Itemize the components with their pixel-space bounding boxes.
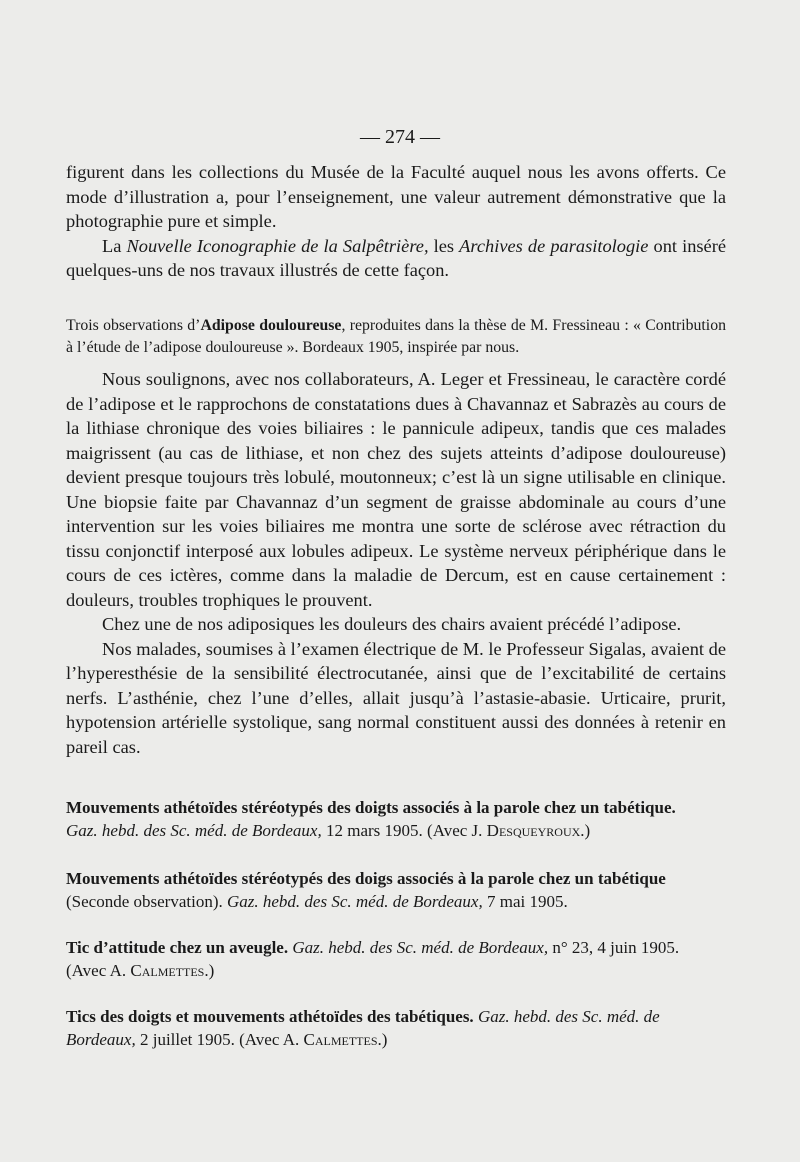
reference-journal: Gaz. hebd. des Sc. méd. de Bordeaux,: [66, 1007, 660, 1049]
reference-title: Tics des doigts et mouvements athétoïdes des tabétiques.: [66, 1007, 474, 1026]
obs-head-suffix: , reproduites dans la thèse de M. Fressineau : « Contribution à l’étude de l’adipose douloureuse ». Bordeaux 1905, inspirée par nous.: [66, 317, 726, 356]
reference-title: Tic d’attitude chez un aveugle.: [66, 938, 289, 957]
obs-paragraph: Nous soulignons, avec nos collaborateurs, A. Leger et Fressineau, le caractère cordé de l’adipose et le rapprochons de constatations dues à Chavannaz et Sabrazès au cours de la lithiase chronique des voies biliaires : le pannicule adipeux, tandis que ces malades maigrissent (au cas de lithiase, et non chez des sujets atteints d’adipose douloureuse) devient presque toujours très lobulé, moutonneux; c’est là un signe utilisable en clinique. Une biopsie faite par Chavannaz d’un segment de graisse abdominale au cours d’une intervention sur les voies biliaires me montra une sorte de sclérose avec rétraction du tissu conjonctif interposé aux lobules adipeux. Le système nerveux périphérique dans le cours de ces ictères, comme dans la maladie de Dercum, est en cause certainement : douleurs, troubles trophiques le prouvent.: [66, 369, 726, 610]
reference-with: (Avec A.: [66, 960, 131, 980]
observation-heading: [66, 315, 726, 359]
reference-entry: [66, 868, 728, 913]
reference-journal: Gaz. hebd. des Sc. méd. de Bordeaux,: [292, 938, 549, 957]
obs-head-prefix: Trois observations d’: [66, 317, 201, 334]
reference-date: 2 juillet 1905. (Avec A.: [135, 1029, 304, 1049]
reference-citation: [66, 891, 728, 914]
reference-entry: [66, 797, 728, 842]
observation-body: [66, 367, 726, 759]
journal-name-parasitologie: Archives de parasitologie: [459, 235, 649, 256]
reference-date: n° 23, 4 juin 1905.: [548, 938, 680, 957]
reference-citation: [66, 820, 728, 843]
intro-p2-mid: les: [428, 235, 460, 256]
observation-heading-block: [66, 315, 726, 359]
reference-text: [66, 797, 728, 820]
reference-text: [66, 1006, 728, 1051]
obs-head-bold: Adipose douloureuse: [200, 317, 342, 334]
reference-end: .): [580, 820, 591, 840]
intro-section: [66, 160, 726, 283]
intro-p2-suffix: ont inséré quelques-uns de nos travaux illustrés de cette façon.: [66, 235, 726, 280]
reference-note: (Seconde observation).: [66, 891, 227, 911]
reference-end: .): [204, 960, 215, 980]
intro-p2-prefix: La: [102, 235, 127, 256]
reference-entry: [66, 937, 728, 982]
reference-text: [66, 937, 728, 960]
reference-text: [66, 868, 728, 891]
intro-paragraph-2: [66, 234, 726, 283]
reference-journal: Gaz. hebd. des Sc. méd. de Bordeaux,: [226, 891, 483, 911]
intro-paragraph-1: figurent dans les collections du Musée de la Faculté auquel nous les avons offerts. Ce mode d’illustration a, pour l’enseignement, une valeur autrement démonstrative que la photographie pure et simple.: [66, 162, 726, 231]
journal-name-iconographie: Nouvelle Iconographie de la Salpêtrière,: [126, 235, 429, 256]
reference-author: Calmettes: [130, 960, 205, 980]
reference-author: Calmettes: [303, 1029, 378, 1049]
reference-citation: [66, 960, 728, 983]
obs-paragraph: Nos malades, soumises à l’examen électrique de M. le Professeur Sigalas, avaient de l’hyperesthésie de la sensibilité électrocutanée, ainsi que de l’excitabilité de certains nerfs. L’asthénie, chez l’une d’elles, allait jusqu’à l’astasie-abasie. Urticaire, prurit, hypotension artérielle systolique, sang normal constituent aussi des données à retenir en pareil cas.: [66, 638, 726, 757]
page-number: — 274 —: [360, 126, 440, 148]
reference-author: Desqueyroux: [486, 820, 581, 840]
reference-end: .): [377, 1029, 388, 1049]
reference-journal: Gaz. hebd. des Sc. méd. de Bordeaux,: [66, 820, 322, 840]
reference-date: 7 mai 1905.: [482, 891, 568, 911]
reference-title: Mouvements athétoïdes stéréotypés des doigts associés à la parole chez un tabétique.: [66, 798, 676, 817]
reference-entry: [66, 1006, 728, 1051]
obs-paragraph: Chez une de nos adiposiques les douleurs des chairs avaient précédé l’adipose.: [102, 614, 682, 634]
reference-title: Mouvements athétoïdes stéréotypés des doigs associés à la parole chez un tabétique: [66, 869, 666, 888]
reference-date: 12 mars 1905. (Avec J.: [321, 820, 487, 840]
